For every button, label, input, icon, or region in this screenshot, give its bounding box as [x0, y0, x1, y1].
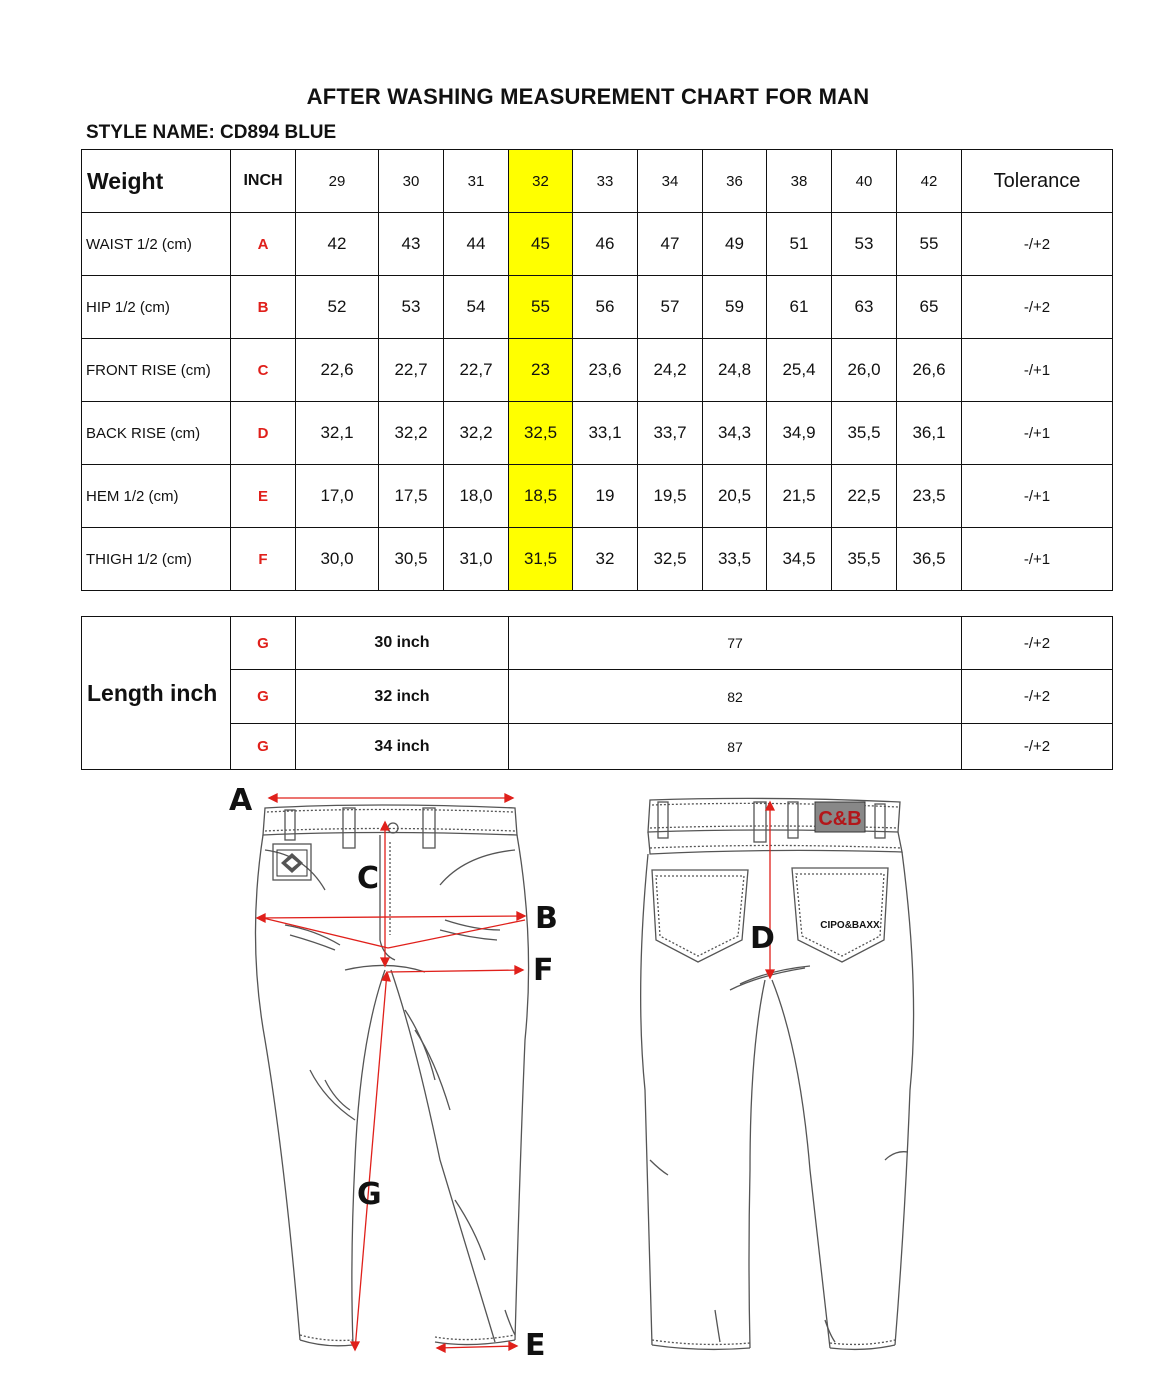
- measurement-value: 32,1: [296, 402, 379, 465]
- measurement-value: 65: [897, 276, 962, 339]
- style-name: STYLE NAME: CD894 BLUE: [86, 122, 337, 143]
- tolerance-value: -/+1: [962, 465, 1113, 528]
- length-value: 82: [509, 670, 962, 724]
- measurement-value: 31,5: [509, 528, 573, 591]
- measurement-value: 26,6: [897, 339, 962, 402]
- measurement-row: [82, 276, 1113, 339]
- back-logo: [815, 802, 865, 832]
- tolerance-value: -/+1: [962, 402, 1113, 465]
- measurement-value: 61: [767, 276, 832, 339]
- measurement-label: THIGH 1/2 (cm): [82, 528, 231, 591]
- measurement-value: 33,7: [638, 402, 703, 465]
- letter-c: C: [357, 861, 380, 896]
- measurement-value: 44: [444, 213, 509, 276]
- measure-code: G: [231, 724, 296, 770]
- measurement-row: [82, 213, 1113, 276]
- size-table: [81, 149, 1113, 591]
- size-header: 34: [638, 150, 703, 213]
- tolerance-value: -/+1: [962, 528, 1113, 591]
- letter-e: E: [525, 1328, 546, 1363]
- size-header: 30: [379, 150, 444, 213]
- measure-code: G: [231, 617, 296, 670]
- measurement-value: 56: [573, 276, 638, 339]
- weight-header: Weight: [82, 150, 231, 213]
- measurement-label: HIP 1/2 (cm): [82, 276, 231, 339]
- measure-code: C: [231, 339, 296, 402]
- measure-code: B: [231, 276, 296, 339]
- measurement-value: 30,5: [379, 528, 444, 591]
- measurement-value: 24,8: [703, 339, 767, 402]
- measurement-value: 22,7: [379, 339, 444, 402]
- front-measure-lines: [257, 794, 525, 1352]
- measurement-value: 24,2: [638, 339, 703, 402]
- measurement-value: 19: [573, 465, 638, 528]
- measurement-value: 20,5: [703, 465, 767, 528]
- tolerance-value: -/+2: [962, 213, 1113, 276]
- length-name: 32 inch: [296, 670, 509, 724]
- length-name: 34 inch: [296, 724, 509, 770]
- measurement-value: 33,1: [573, 402, 638, 465]
- size-header: 40: [832, 150, 897, 213]
- measurement-value: 43: [379, 213, 444, 276]
- size-header: 36: [703, 150, 767, 213]
- measurement-value: 49: [703, 213, 767, 276]
- measurement-value: 18,5: [509, 465, 573, 528]
- measurement-value: 36,5: [897, 528, 962, 591]
- measurement-value: 35,5: [832, 528, 897, 591]
- tolerance-header: Tolerance: [962, 150, 1113, 213]
- size-header: 42: [897, 150, 962, 213]
- measure-code: A: [231, 213, 296, 276]
- length-row: [82, 670, 1113, 724]
- measurement-value: 18,0: [444, 465, 509, 528]
- measurement-value: 32,2: [444, 402, 509, 465]
- tolerance-value: -/+2: [962, 670, 1113, 724]
- length-row: [82, 724, 1113, 770]
- measurement-value: 34,3: [703, 402, 767, 465]
- measure-code: D: [231, 402, 296, 465]
- measurement-value: 55: [509, 276, 573, 339]
- measurement-value: 52: [296, 276, 379, 339]
- measurement-value: 54: [444, 276, 509, 339]
- measurement-value: 32,5: [638, 528, 703, 591]
- measure-code: F: [231, 528, 296, 591]
- measurement-value: 45: [509, 213, 573, 276]
- length-value: 77: [509, 617, 962, 670]
- measurement-value: 23,5: [897, 465, 962, 528]
- tolerance-value: -/+2: [962, 724, 1113, 770]
- measurement-value: 34,5: [767, 528, 832, 591]
- measurement-value: 26,0: [832, 339, 897, 402]
- letter-a: A: [229, 783, 253, 818]
- inch-header: INCH: [231, 150, 296, 213]
- measurement-value: 22,6: [296, 339, 379, 402]
- measurement-value: 53: [832, 213, 897, 276]
- measure-code: E: [231, 465, 296, 528]
- measurement-value: 22,7: [444, 339, 509, 402]
- measurement-row: [82, 465, 1113, 528]
- measurement-value: 53: [379, 276, 444, 339]
- measurement-value: 23,6: [573, 339, 638, 402]
- measurement-value: 19,5: [638, 465, 703, 528]
- measurement-value: 17,0: [296, 465, 379, 528]
- logo-text: C&B: [818, 808, 862, 830]
- measurement-value: 55: [897, 213, 962, 276]
- length-value: 87: [509, 724, 962, 770]
- measurement-value: 32,5: [509, 402, 573, 465]
- measurement-value: 51: [767, 213, 832, 276]
- tolerance-value: -/+2: [962, 276, 1113, 339]
- measurement-value: 46: [573, 213, 638, 276]
- letter-g: G: [357, 1177, 382, 1212]
- size-header: 32: [509, 150, 573, 213]
- length-label: Length inch: [82, 617, 231, 770]
- brand-label: CIPO&BAXX: [820, 920, 880, 931]
- size-header: 38: [767, 150, 832, 213]
- tolerance-value: -/+1: [962, 339, 1113, 402]
- measurement-row: [82, 528, 1113, 591]
- measurement-value: 17,5: [379, 465, 444, 528]
- measure-code: G: [231, 670, 296, 724]
- measurement-value: 31,0: [444, 528, 509, 591]
- measurement-value: 22,5: [832, 465, 897, 528]
- measurement-value: 47: [638, 213, 703, 276]
- measurement-row: [82, 339, 1113, 402]
- measurement-label: HEM 1/2 (cm): [82, 465, 231, 528]
- measurement-value: 57: [638, 276, 703, 339]
- measurement-value: 36,1: [897, 402, 962, 465]
- length-row: [82, 617, 1113, 670]
- letter-b: B: [535, 901, 558, 936]
- measurement-value: 35,5: [832, 402, 897, 465]
- measurement-label: FRONT RISE (cm): [82, 339, 231, 402]
- measurement-value: 30,0: [296, 528, 379, 591]
- letter-d: D: [750, 921, 775, 956]
- measurement-value: 59: [703, 276, 767, 339]
- measurement-label: WAIST 1/2 (cm): [82, 213, 231, 276]
- front-jeans-diagram: [225, 780, 565, 1365]
- measurement-label: BACK RISE (cm): [82, 402, 231, 465]
- measurement-value: 23: [509, 339, 573, 402]
- back-jeans-diagram: [630, 790, 930, 1365]
- size-header: 31: [444, 150, 509, 213]
- measurement-value: 25,4: [767, 339, 832, 402]
- measurement-value: 32: [573, 528, 638, 591]
- letter-f: F: [533, 953, 554, 988]
- chart-title: AFTER WASHING MEASUREMENT CHART FOR MAN: [306, 84, 870, 109]
- measurement-row: [82, 402, 1113, 465]
- measurement-value: 42: [296, 213, 379, 276]
- size-header-row: [82, 150, 1113, 213]
- length-name: 30 inch: [296, 617, 509, 670]
- size-header: 33: [573, 150, 638, 213]
- length-table: [81, 616, 1113, 770]
- measurement-value: 32,2: [379, 402, 444, 465]
- measurement-value: 33,5: [703, 528, 767, 591]
- size-header: 29: [296, 150, 379, 213]
- measurement-value: 63: [832, 276, 897, 339]
- tolerance-value: -/+2: [962, 617, 1113, 670]
- measurement-value: 34,9: [767, 402, 832, 465]
- measurement-value: 21,5: [767, 465, 832, 528]
